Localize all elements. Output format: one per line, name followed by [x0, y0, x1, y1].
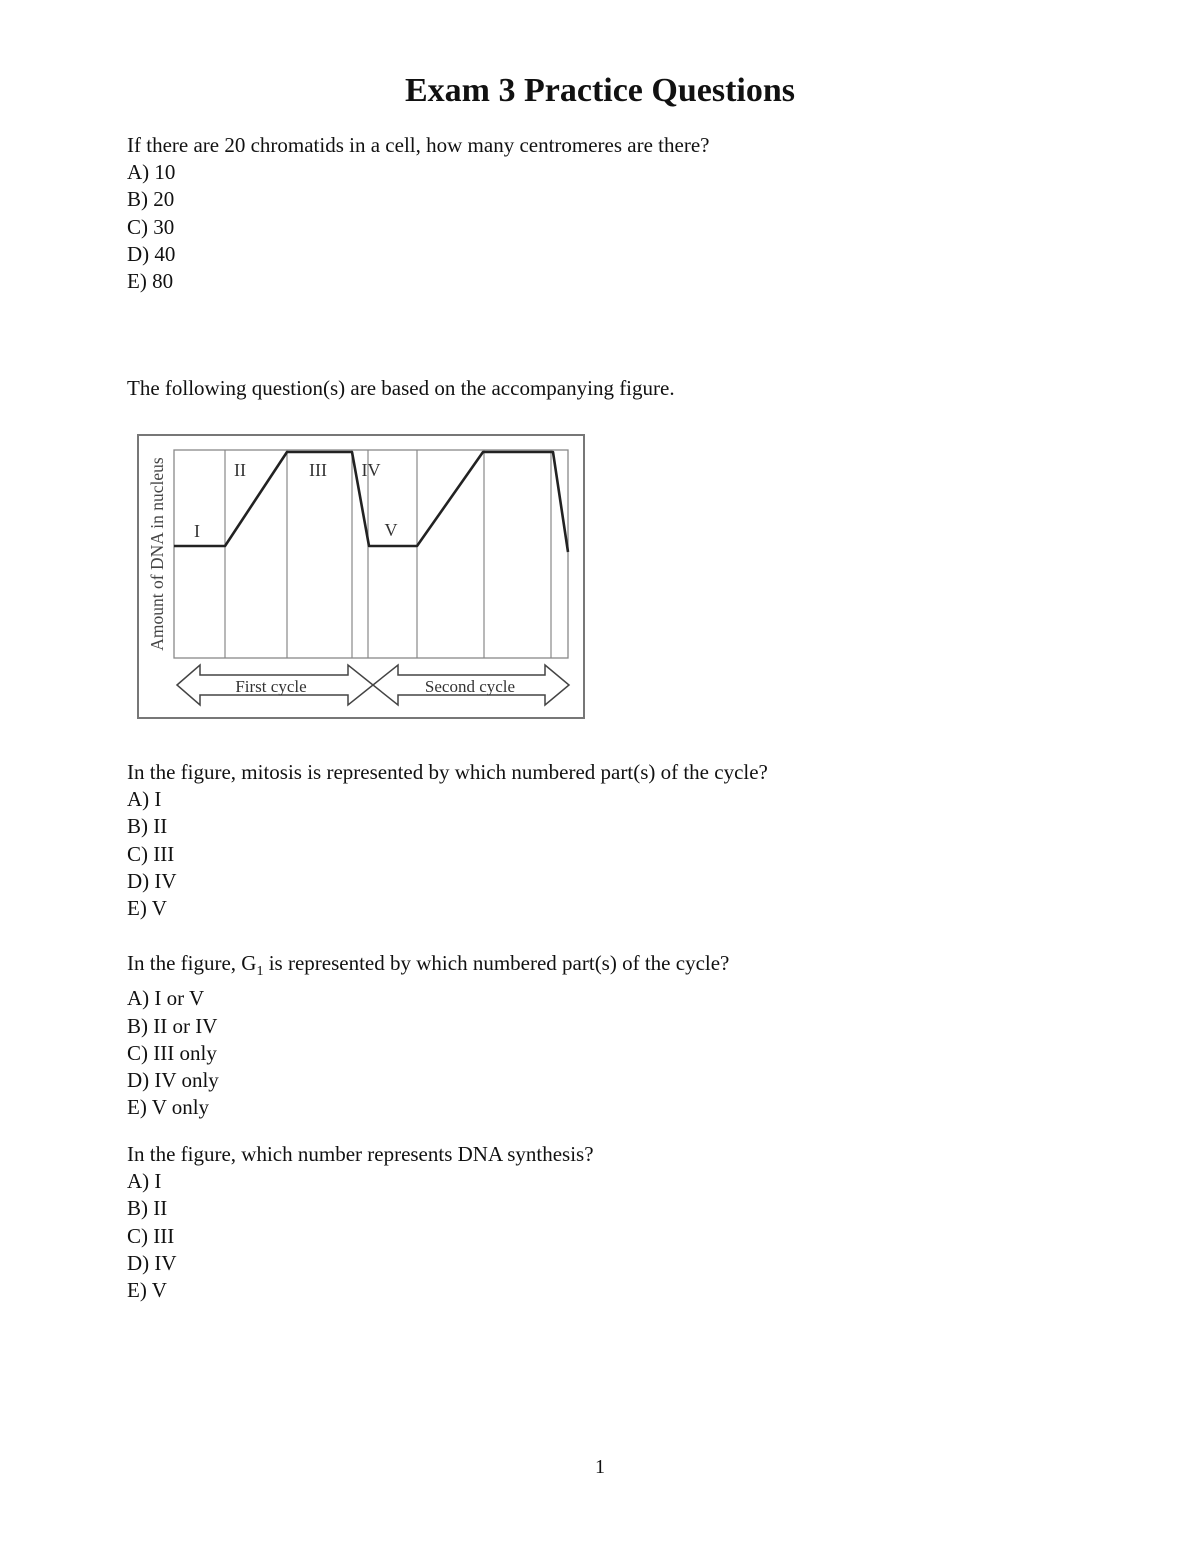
answer-option: E) V	[127, 896, 167, 921]
answer-option: C) III	[127, 1223, 175, 1248]
phase-label-ii: II	[234, 460, 246, 480]
answer-option: A) 10	[127, 160, 176, 185]
answer-option: D) IV	[127, 868, 177, 893]
y-axis-label: Amount of DNA in nucleus	[147, 457, 167, 651]
answer-option: B) II	[127, 1196, 168, 1221]
phase-label-iv: IV	[361, 460, 381, 480]
answer-option: A) I or V	[127, 986, 205, 1011]
figure-intro-text: The following question(s) are based on the accompanying figure.	[127, 376, 675, 400]
answer-option: B) 20	[127, 187, 175, 212]
phase-label-iii: III	[309, 460, 327, 480]
answer-option: A) I	[127, 787, 162, 812]
answer-option: A) I	[127, 1169, 162, 1194]
question-4	[127, 1141, 594, 1304]
question-text: If there are 20 chromatids in a cell, how many centromeres are there?	[127, 133, 710, 157]
second-cycle-label: Second cycle	[424, 677, 516, 696]
page-number: 1	[595, 1456, 605, 1478]
answer-option: C) 30	[127, 214, 175, 239]
answer-option: B) II	[127, 814, 168, 839]
question-text	[127, 950, 729, 985]
question-text: In the figure, mitosis is represented by which numbered part(s) of the cycle?	[127, 760, 768, 784]
answer-option: E) V	[127, 1278, 167, 1303]
page-title: Exam 3 Practice Questions	[405, 72, 795, 109]
answer-option: D) IV only	[127, 1068, 219, 1092]
answer-option: E) 80	[127, 269, 174, 294]
question-text: In the figure, which number represents DNA synthesis?	[127, 1142, 594, 1166]
answer-option: C) III only	[127, 1040, 217, 1065]
answer-option: C) III	[127, 841, 175, 866]
answer-option: E) V only	[127, 1095, 210, 1120]
phase-label-i: I	[194, 521, 200, 541]
question-2	[127, 759, 768, 922]
phase-label-v: V	[384, 520, 398, 540]
question-text-start: In the figure, G	[127, 951, 257, 975]
dna-cell-cycle-figure	[137, 434, 586, 720]
answer-option: D) IV	[127, 1250, 177, 1275]
question-3	[127, 950, 729, 1121]
answer-option: D) 40	[127, 241, 176, 266]
first-cycle-label: First cycle	[235, 677, 307, 696]
question-text-end: is represented by which numbered part(s) of the cycle?	[263, 951, 730, 975]
subscript: 1	[256, 964, 264, 980]
question-1	[127, 132, 709, 295]
answer-option: B) II or IV	[127, 1013, 218, 1038]
